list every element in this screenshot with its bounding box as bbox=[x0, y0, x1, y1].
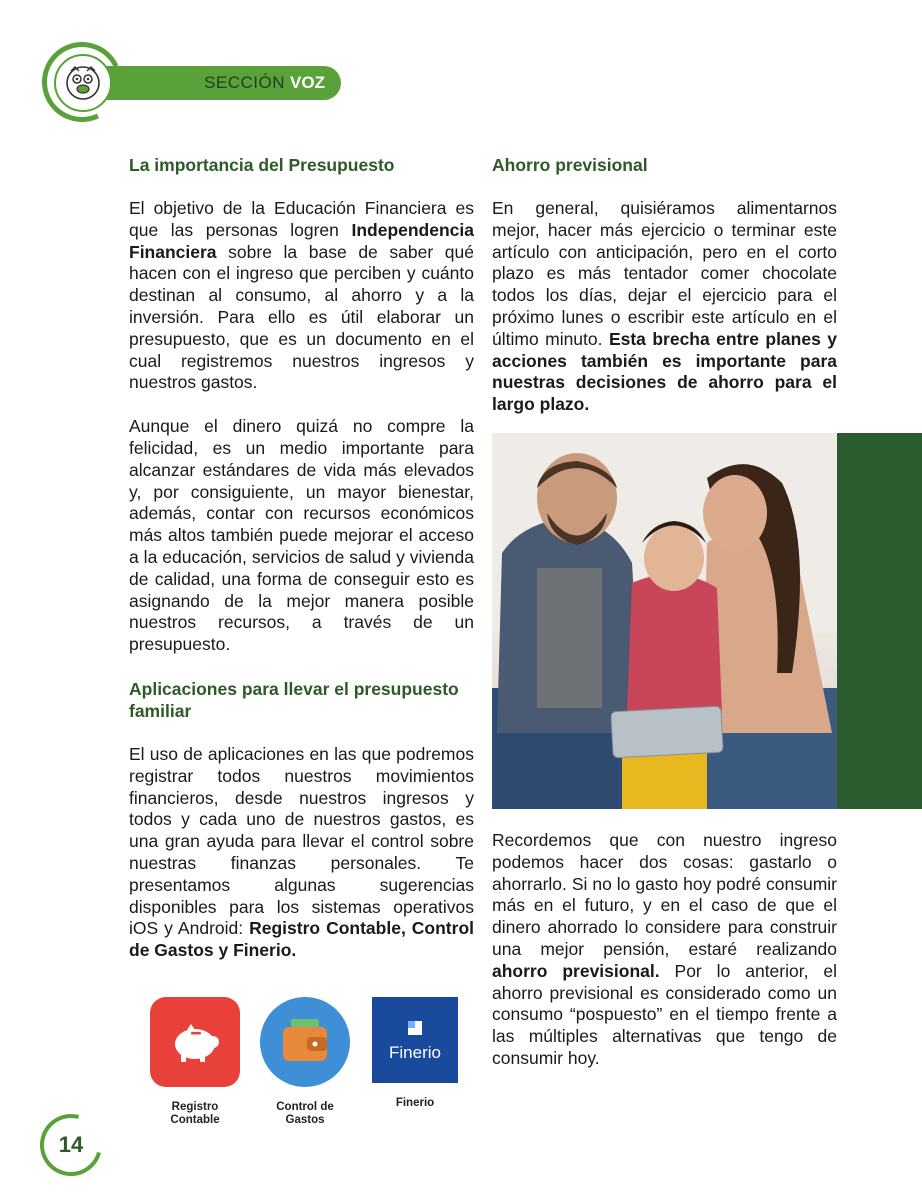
heading-aplicaciones: Aplicaciones para llevar el presupuesto familiar bbox=[129, 678, 459, 721]
text-run: Recordemos que con nuestro ingreso podemos hacer dos cosas: gastarlo o ahorrarlo. Si no lo gasto hoy podré consumir más en el futuro, y en el caso de que el dinero ahorrado lo considere para construir una mejor pensión, estaré realizando bbox=[492, 830, 837, 959]
section-label: SECCIÓN bbox=[204, 73, 286, 92]
bold-run: ahorro previsional. bbox=[492, 960, 660, 981]
app-label: Finerio bbox=[395, 1097, 435, 1109]
text-run: sobre la base de saber qué hacen con el ingreso que perciben y cuánto destinan al consumo, al ahorro y a la inversión. Para ello es útil elaborar un presupuesto, que es un documento en el cual registremos nuestros ingresos y nuestros gastos. bbox=[129, 241, 474, 393]
app-label-line: Gastos bbox=[285, 1114, 325, 1126]
heading-presupuesto: La importancia del Presupuesto bbox=[129, 155, 395, 175]
family-tablet-photo bbox=[492, 433, 837, 809]
text-run: En general, quisiéramos alimentarnos mejor, hacer más ejercicio o terminar este artículo con anticipación, pero en el corto plazo es más tentador comer chocolate todos los días, dejar el ejercicio para el próximo lunes o escribir este artículo en el último minuto. bbox=[492, 198, 837, 349]
decorative-green-block bbox=[837, 433, 922, 809]
right-column-lower bbox=[492, 830, 837, 1070]
wallet-icon bbox=[260, 997, 350, 1087]
left-column bbox=[129, 154, 474, 962]
app-label-line: Registro bbox=[171, 1101, 219, 1113]
bold-run: Esta brecha entre planes y acciones también es importante para nuestras decisiones de ahorro para el largo plazo. bbox=[492, 328, 837, 415]
section-banner bbox=[105, 66, 341, 100]
text-run: El uso de aplicaciones en las que podremos registrar todos nuestros movimientos financieros, desde nuestros ingresos y todos y cada uno de nuestros gastos, es una gran ayuda para llevar el control sobre nuestras finanzas personales. Te presentamos algunas sugerencias disponibles para los sistemas operativos iOS y Android: bbox=[129, 743, 474, 939]
app-label-line: Control de bbox=[276, 1101, 334, 1113]
section-name: VOZ bbox=[290, 73, 325, 92]
paragraph-dinero: Aunque el dinero quizá no compre la felicidad, es un medio importante para alcanzar estándares de vida más elevados y, por consiguiente, un mayor bienestar, además, contar con recursos económicos más altos también puede mejorar el acceso a la educación, servicios de salud y vivienda de calidad, una forma de conseguir esto es asignando de la mejor manera posible nuestros recursos, a través de un presupuesto. bbox=[129, 416, 474, 655]
paragraph-recordemos bbox=[492, 830, 837, 1070]
app-control-de-gastos[interactable] bbox=[255, 997, 355, 1127]
bold-run: Independencia Financiera bbox=[129, 219, 474, 262]
paragraph-objetivo bbox=[129, 198, 474, 394]
paragraph-aplicaciones bbox=[129, 744, 474, 962]
text-run: Por lo anterior, el ahorro previsional es considerado como un consumo “pospuesto” en el tiempo frente a las múltiples alternativas que tengo de consumir hoy. bbox=[492, 960, 838, 1068]
finerio-logo-text: Finerio bbox=[389, 1043, 441, 1062]
heading-ahorro-previsional: Ahorro previsional bbox=[492, 155, 648, 175]
app-label-line: Contable bbox=[170, 1114, 220, 1126]
right-column bbox=[492, 154, 837, 416]
bold-run: Registro Contable, Control de Gastos y Finerio. bbox=[129, 918, 474, 961]
piggy-bank-icon bbox=[150, 997, 240, 1087]
app-registro-contable[interactable] bbox=[145, 997, 245, 1127]
text-run: El objetivo de la Educación Financiera es que las personas logren bbox=[129, 198, 474, 240]
mascot-logo-icon bbox=[54, 54, 112, 112]
app-finerio[interactable] bbox=[365, 997, 465, 1110]
app-label bbox=[255, 1101, 355, 1127]
finerio-logo bbox=[372, 997, 458, 1083]
page-number: 14 bbox=[58, 1132, 84, 1157]
app-icons-row bbox=[145, 997, 475, 1137]
app-label bbox=[145, 1101, 245, 1127]
paragraph-quisieramos bbox=[492, 198, 837, 416]
